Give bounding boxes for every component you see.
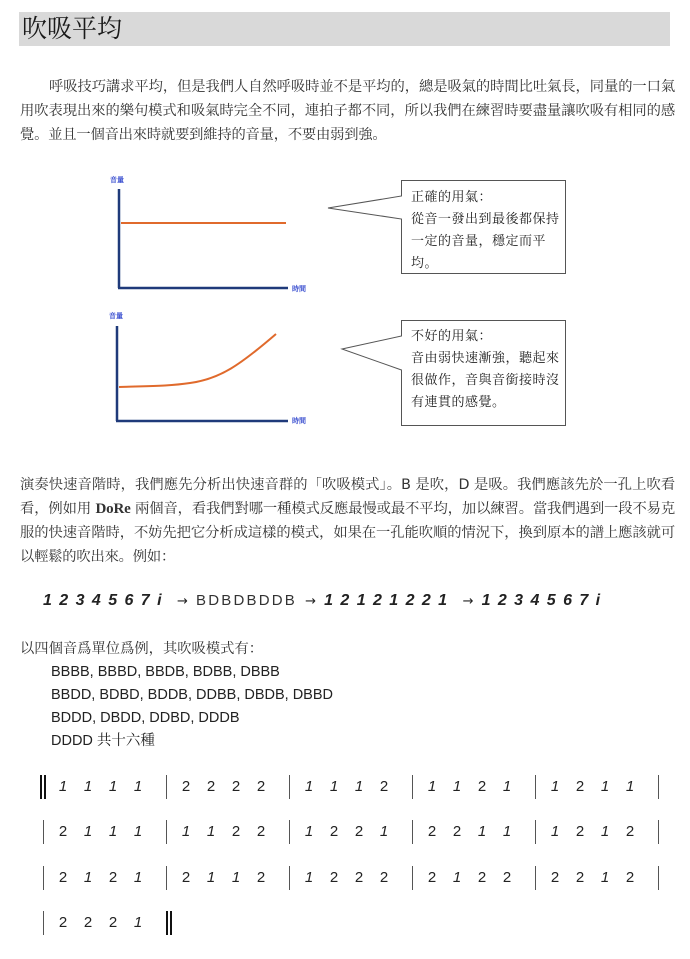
note-hole-2: 2 <box>452 823 462 840</box>
callout-line: 很做作，音與音銜接時沒 <box>411 373 560 388</box>
note-hole-1: 1 <box>452 869 462 886</box>
barline <box>166 820 167 844</box>
barline <box>166 866 167 890</box>
double-barline-end <box>166 911 172 935</box>
note-hole-2: 2 <box>477 869 487 886</box>
note-hole-1: 1 <box>133 823 143 840</box>
note-hole-1: 1 <box>304 823 314 840</box>
note-hole-1: 1 <box>625 778 635 795</box>
barline <box>535 775 536 799</box>
note-hole-2: 2 <box>108 869 118 886</box>
note-hole-2: 2 <box>575 778 585 795</box>
note-hole-2: 2 <box>502 869 512 886</box>
note-hole-2: 2 <box>256 869 266 886</box>
note-hole-2: 2 <box>329 869 339 886</box>
note-hole-2: 2 <box>550 869 560 886</box>
scale-digits: 1234567 <box>481 592 596 609</box>
note-hole-2: 2 <box>427 869 437 886</box>
note-hole-2: 2 <box>477 778 487 795</box>
note-hole-1: 1 <box>133 778 143 795</box>
note-hole-2: 2 <box>256 778 266 795</box>
dore-term: DoRe <box>95 501 131 517</box>
intro-paragraph: 呼吸技巧講求平均，但是我們人自然呼吸時並不是平均的，總是吸氣的時間比吐氣長，同量的一口氣用吹表現出來的樂句模式和吸氣時完全不同，連拍子都不同，所以我們在練習時要盡量讓吹吸有相同的感覺。並且一個音出來時就要到維持的音量，不要由弱到強。 <box>20 79 675 143</box>
callout-line: 均。 <box>411 256 439 271</box>
chart-plot <box>100 305 310 430</box>
note-hole-2: 2 <box>329 823 339 840</box>
x-axis-label: 時間 <box>292 285 306 293</box>
callout-title: 不好的用氣： <box>411 329 493 344</box>
callout-line: 一定的音量，穩定而平 <box>411 234 547 249</box>
note-hole-1: 1 <box>550 778 560 795</box>
barline <box>289 775 290 799</box>
callout-line: 音由弱快速漸強，聽起來 <box>411 351 560 366</box>
note-hole-2: 2 <box>58 823 68 840</box>
note-hole-2: 2 <box>108 914 118 931</box>
note-hole-1: 1 <box>108 823 118 840</box>
arrow-icon: → <box>462 594 474 609</box>
callout-line: 從音一發出到最後都保持 <box>411 212 560 227</box>
note-hole-1: 1 <box>502 823 512 840</box>
note-hole-1: 1 <box>83 823 93 840</box>
note-hole-1: 1 <box>133 869 143 886</box>
barline <box>166 775 167 799</box>
note-hole-2: 2 <box>231 778 241 795</box>
note-hole-1: 1 <box>181 823 191 840</box>
chart-bad-breath <box>100 305 310 430</box>
note-hole-2: 2 <box>575 823 585 840</box>
high-do: i <box>157 592 169 609</box>
volume-line-crescendo <box>119 334 276 387</box>
chart-correct-breath <box>100 170 310 300</box>
y-axis-label: 音量 <box>109 312 123 320</box>
note-hole-1: 1 <box>600 778 610 795</box>
callout-text-correct <box>411 187 561 275</box>
note-hole-2: 2 <box>625 869 635 886</box>
note-hole-1: 1 <box>58 778 68 795</box>
barline <box>43 866 44 890</box>
note-hole-1: 1 <box>231 869 241 886</box>
barline <box>43 820 44 844</box>
barline <box>289 866 290 890</box>
barline <box>412 866 413 890</box>
note-hole-1: 1 <box>304 869 314 886</box>
note-hole-1: 1 <box>83 778 93 795</box>
section-title-bar <box>19 12 670 46</box>
pattern-list-intro: 以四個音爲單位爲例，其吹吸模式有： <box>20 641 264 657</box>
barline <box>535 866 536 890</box>
note-hole-2: 2 <box>181 869 191 886</box>
note-hole-1: 1 <box>379 823 389 840</box>
notation-row <box>0 775 690 805</box>
note-hole-2: 2 <box>427 823 437 840</box>
barline <box>412 775 413 799</box>
notation-row <box>0 820 690 850</box>
note-hole-2: 2 <box>354 869 364 886</box>
callout-title: 正確的用氣： <box>411 190 493 205</box>
pattern-list-line: DDDD 共十六種 <box>51 733 155 749</box>
scale-digits: 1234567 <box>43 592 158 609</box>
callout-text-bad <box>411 326 561 414</box>
note-hole-2: 2 <box>181 778 191 795</box>
hole-digits: 12121221 <box>324 592 455 609</box>
note-hole-1: 1 <box>206 869 216 886</box>
section-title: 吹吸平均 <box>22 14 123 43</box>
note-hole-1: 1 <box>550 823 560 840</box>
notation-row <box>0 911 690 941</box>
arrow-icon: → <box>177 594 188 609</box>
y-axis-label: 音量 <box>110 176 124 184</box>
note-hole-1: 1 <box>452 778 462 795</box>
pattern-list-line: BDDD, DBDD, DDBD, DDDB <box>51 710 240 726</box>
note-hole-2: 2 <box>575 869 585 886</box>
barline <box>658 820 659 844</box>
note-hole-2: 2 <box>58 869 68 886</box>
note-hole-2: 2 <box>625 823 635 840</box>
notation-row <box>0 866 690 896</box>
note-hole-2: 2 <box>231 823 241 840</box>
note-hole-1: 1 <box>329 778 339 795</box>
note-hole-1: 1 <box>304 778 314 795</box>
note-hole-2: 2 <box>256 823 266 840</box>
double-barline-start <box>40 775 46 799</box>
note-hole-1: 1 <box>354 778 364 795</box>
barline <box>412 820 413 844</box>
note-hole-1: 1 <box>502 778 512 795</box>
pattern-list-line: BBBB, BBBD, BBDB, BDBB, DBBB <box>51 664 280 680</box>
callout-line: 有連貫的感覺。 <box>411 395 506 410</box>
chart-plot <box>100 170 310 300</box>
arrow-icon: → <box>305 594 316 609</box>
note-hole-1: 1 <box>477 823 487 840</box>
note-hole-1: 1 <box>108 778 118 795</box>
high-do: i <box>595 592 608 609</box>
x-axis-label: 時間 <box>292 417 306 425</box>
example-conversion <box>43 589 608 611</box>
note-hole-2: 2 <box>379 778 389 795</box>
note-hole-1: 1 <box>83 869 93 886</box>
note-hole-2: 2 <box>58 914 68 931</box>
note-hole-1: 1 <box>600 823 610 840</box>
barline <box>658 866 659 890</box>
breath-pattern: BDBDBDDB <box>196 592 297 609</box>
note-hole-2: 2 <box>354 823 364 840</box>
note-hole-2: 2 <box>83 914 93 931</box>
barline <box>658 775 659 799</box>
pattern-list-line: BBDD, BDBD, BDDB, DDBB, DBDB, DBBD <box>51 687 333 703</box>
note-hole-1: 1 <box>427 778 437 795</box>
note-hole-2: 2 <box>379 869 389 886</box>
barline <box>43 911 44 935</box>
note-hole-1: 1 <box>133 914 143 931</box>
note-hole-2: 2 <box>206 778 216 795</box>
paragraph-text: 兩個音，看我們對哪一種模式反應最慢或最不平均，加以練習。當我們遇到一段不易克服的快速音階時，不妨先把它分析成這樣的模式，如果在一孔能吹順的情況下，換到原本的譜上應該就可以輕鬆的吹出來。例如： <box>20 501 675 565</box>
note-hole-1: 1 <box>206 823 216 840</box>
note-hole-1: 1 <box>600 869 610 886</box>
fast-scale-paragraph <box>20 473 675 569</box>
barline <box>289 820 290 844</box>
paragraph-text: 演奏快速音階時，我們應先分析出快速音群的「吹吸模式」。B 是吹，D 是吸。我們應該先於一孔上吹看看，例如用 <box>20 477 675 517</box>
barline <box>535 820 536 844</box>
